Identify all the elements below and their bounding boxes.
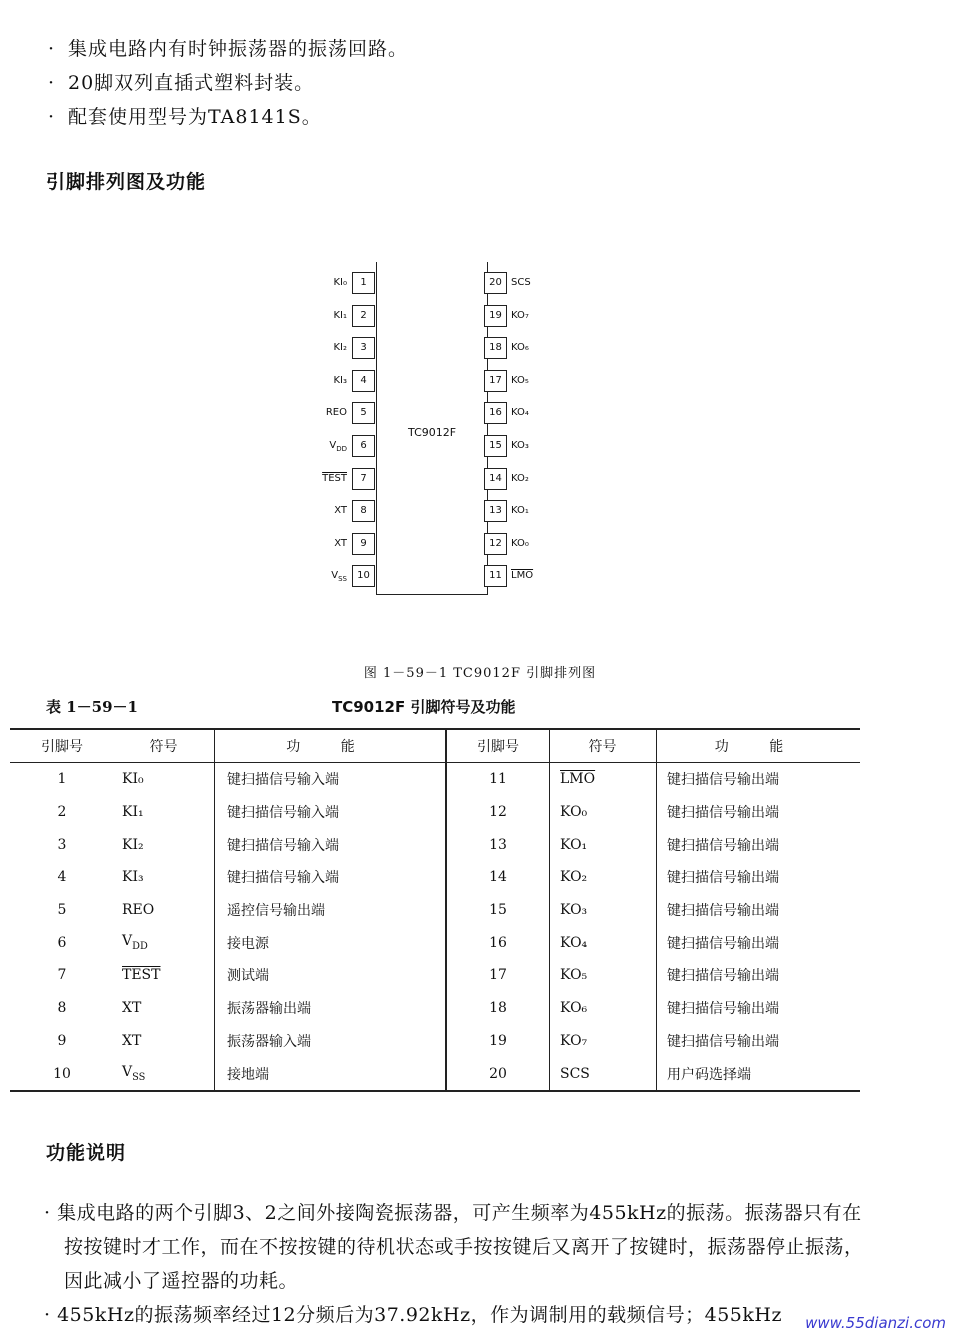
- pin-number-box: 4: [352, 370, 375, 392]
- pin-number-box: 20: [484, 272, 507, 294]
- bullet-text: 20脚双列直插式塑料封装。: [68, 72, 315, 94]
- cell-pin-number: 11: [446, 763, 550, 796]
- pin-number-box: 16: [484, 402, 507, 424]
- cell-symbol: $V_{DD}$: [114, 926, 215, 959]
- cell-symbol: KO₀: [550, 796, 657, 829]
- pin-number-box: 11: [484, 565, 507, 587]
- cell-symbol: KO₄: [550, 926, 657, 959]
- cell-symbol: KI₁: [114, 796, 215, 829]
- pin-label: KO₀: [511, 537, 529, 549]
- cell-symbol: XT: [114, 1025, 215, 1058]
- pin-number-box: 17: [484, 370, 507, 392]
- table-row: [10, 861, 860, 894]
- pin-label: XT: [334, 505, 347, 517]
- pin-label: XT: [334, 537, 347, 549]
- bullet-marker: ·: [44, 1202, 51, 1224]
- section-heading-pinout: 引脚排列图及功能: [46, 171, 207, 193]
- cell-pin-number: 3: [57, 836, 67, 853]
- cell-pin-number: 8: [57, 1000, 67, 1017]
- pin-label: KO₄: [511, 407, 529, 419]
- cell-function: 键扫描信号输出端: [667, 772, 779, 789]
- pin-label: KO₇: [511, 309, 529, 321]
- cell-function: 键扫描信号输出端: [667, 935, 779, 952]
- cell-symbol: $V_{SS}$: [114, 1057, 215, 1091]
- pin-number-box: 3: [352, 337, 375, 359]
- cell-function: 键扫描信号输入端: [215, 828, 447, 861]
- cell-function: 接电源: [215, 926, 447, 959]
- cell-symbol: KI₀: [114, 763, 215, 796]
- cell-pin-number: 2: [57, 804, 67, 821]
- pin-label: $V_{DD}$: [329, 440, 347, 453]
- cell-function: 键扫描信号输出端: [667, 805, 779, 822]
- cell-symbol: SCS: [550, 1057, 657, 1091]
- table-row: [10, 828, 860, 861]
- cell-function: 键扫描信号输出端: [667, 1033, 779, 1050]
- pin-label: REO: [325, 407, 347, 419]
- pin-number-box: 14: [484, 468, 507, 490]
- pin-number-box: 8: [352, 500, 375, 522]
- bullet-item: [48, 102, 322, 129]
- table-header-row: [10, 729, 860, 763]
- bullet-text: 配套使用型号为TA8141S。: [68, 106, 322, 128]
- pin-label: KO₂: [511, 472, 529, 484]
- cell-symbol: KI₂: [114, 828, 215, 861]
- bullet-marker: ·: [48, 106, 56, 128]
- cell-function: 接地端: [215, 1057, 447, 1091]
- header-function: 功 能: [215, 729, 447, 763]
- table-row: [10, 926, 860, 959]
- bullet-item: [48, 34, 408, 61]
- description-paragraph: [44, 1298, 874, 1332]
- cell-pin-number: 1: [57, 771, 67, 788]
- cell-symbol: $\overline{LMO}$: [550, 763, 657, 796]
- cell-function: 键扫描信号输入端: [215, 796, 447, 829]
- table-number: 表 1－59－1: [46, 698, 138, 716]
- table-row: [10, 894, 860, 927]
- cell-symbol: XT: [114, 992, 215, 1025]
- table-row: [10, 796, 860, 829]
- bullet-text: 集成电路内有时钟振荡器的振荡回路。: [68, 38, 409, 60]
- pin-label: TEST: [322, 472, 347, 484]
- cell-function: 键扫描信号输入端: [215, 861, 447, 894]
- cell-symbol: KO₆: [550, 992, 657, 1025]
- cell-pin-number: 15: [446, 894, 550, 927]
- pin-label: KI₁: [333, 309, 347, 321]
- pin-number-box: 18: [484, 337, 507, 359]
- description-paragraph: [44, 1196, 874, 1298]
- cell-symbol: REO: [114, 894, 215, 927]
- pin-number-box: 2: [352, 305, 375, 327]
- cell-function: 键扫描信号输出端: [667, 837, 779, 854]
- cell-symbol: KI₃: [114, 861, 215, 894]
- pin-label: KO₃: [511, 440, 529, 451]
- cell-symbol: KO₅: [550, 959, 657, 992]
- pin-number-box: 6: [352, 435, 375, 457]
- cell-pin-number: 17: [446, 959, 550, 992]
- cell-symbol: KO₇: [550, 1025, 657, 1058]
- pin-function-table: [10, 728, 860, 1092]
- pin-label: $\overline{LMO}$: [511, 570, 534, 582]
- cell-function: 键扫描信号输出端: [667, 1001, 779, 1018]
- bullet-marker: ·: [48, 72, 56, 94]
- pin-label: SCS: [511, 277, 531, 288]
- cell-function: 用户码选择端: [657, 1057, 861, 1091]
- pin-number-box: 10: [352, 565, 375, 587]
- description-text: 455kHz的振荡频率经过12分频后为37.92kHz，作为调制用的载频信号；455kHz: [57, 1304, 782, 1326]
- bullet-marker: ·: [44, 1304, 51, 1326]
- pin-label: KI₃: [333, 374, 347, 386]
- cell-function: 键扫描信号输出端: [667, 968, 779, 985]
- cell-function: 键扫描信号输出端: [667, 870, 779, 887]
- pin-number-box: 7: [352, 468, 375, 490]
- function-description: [44, 1196, 874, 1332]
- description-text: 集成电路的两个引脚3、2之间外接陶瓷振荡器，可产生频率为455kHz的振荡。振荡器只有在按按键时才工作，而在不按按键的待机状态或手按按键后又离开了按键时，振荡器停止振荡，因此减小了遥控器的功耗。: [57, 1202, 864, 1292]
- header-symbol: 符号: [114, 729, 215, 763]
- pin-number-box: 1: [352, 272, 375, 294]
- cell-symbol: KO₂: [550, 861, 657, 894]
- cell-pin-number: 6: [57, 934, 67, 951]
- pin-label: KI₂: [333, 342, 347, 354]
- cell-pin-number: 20: [446, 1057, 550, 1091]
- pin-number-box: 13: [484, 500, 507, 522]
- pin-label: KI₀: [333, 277, 347, 288]
- cell-function: 键扫描信号输出端: [667, 903, 779, 920]
- cell-function: 键扫描信号输入端: [215, 763, 447, 796]
- cell-pin-number: 12: [446, 796, 550, 829]
- section-heading-function: 功能说明: [46, 1142, 127, 1164]
- cell-pin-number: 16: [446, 926, 550, 959]
- header-pin-number: 引脚号: [446, 729, 550, 763]
- cell-pin-number: 4: [57, 869, 67, 886]
- table-row: [10, 1025, 860, 1058]
- pin-label: KO₅: [511, 374, 529, 386]
- cell-pin-number: 10: [10, 1057, 114, 1091]
- cell-function: 振荡器输出端: [215, 992, 447, 1025]
- pin-label: KO₆: [511, 342, 529, 354]
- pin-number-box: 9: [352, 533, 375, 555]
- table-row: [10, 763, 860, 796]
- bullet-item: [48, 68, 314, 95]
- cell-pin-number: 5: [57, 902, 67, 919]
- chip-name: TC9012F: [408, 426, 457, 439]
- bullet-marker: ·: [48, 38, 56, 60]
- cell-symbol: KO₁: [550, 828, 657, 861]
- pin-label: $V_{SS}$: [331, 570, 347, 584]
- table-title: TC9012F 引脚符号及功能: [332, 698, 516, 716]
- cell-pin-number: 19: [446, 1025, 550, 1058]
- cell-symbol: KO₃: [550, 894, 657, 927]
- header-symbol: 符号: [550, 729, 657, 763]
- pin-number-box: 5: [352, 402, 375, 424]
- pin-number-box: 12: [484, 533, 507, 555]
- cell-pin-number: 9: [57, 1032, 67, 1049]
- cell-function: 遥控信号输出端: [215, 894, 447, 927]
- table-row: [10, 959, 860, 992]
- pin-number-box: 19: [484, 305, 507, 327]
- pin-number-box: 15: [484, 435, 507, 457]
- watermark: www.55dianzi.com: [805, 1314, 946, 1332]
- table-row: [10, 1057, 860, 1091]
- cell-function: 测试端: [215, 959, 447, 992]
- cell-symbol: TEST: [114, 959, 215, 992]
- header-function: 功 能: [657, 729, 861, 763]
- table-row: [10, 992, 860, 1025]
- cell-pin-number: 7: [57, 967, 67, 984]
- cell-pin-number: 13: [446, 828, 550, 861]
- cell-function: 振荡器输入端: [215, 1025, 447, 1058]
- header-pin-number: 引脚号: [10, 729, 114, 763]
- cell-pin-number: 14: [446, 861, 550, 894]
- cell-pin-number: 18: [446, 992, 550, 1025]
- pin-label: KO₁: [511, 505, 529, 517]
- figure-caption: 图 1－59－1 TC9012F 引脚排列图: [363, 666, 597, 681]
